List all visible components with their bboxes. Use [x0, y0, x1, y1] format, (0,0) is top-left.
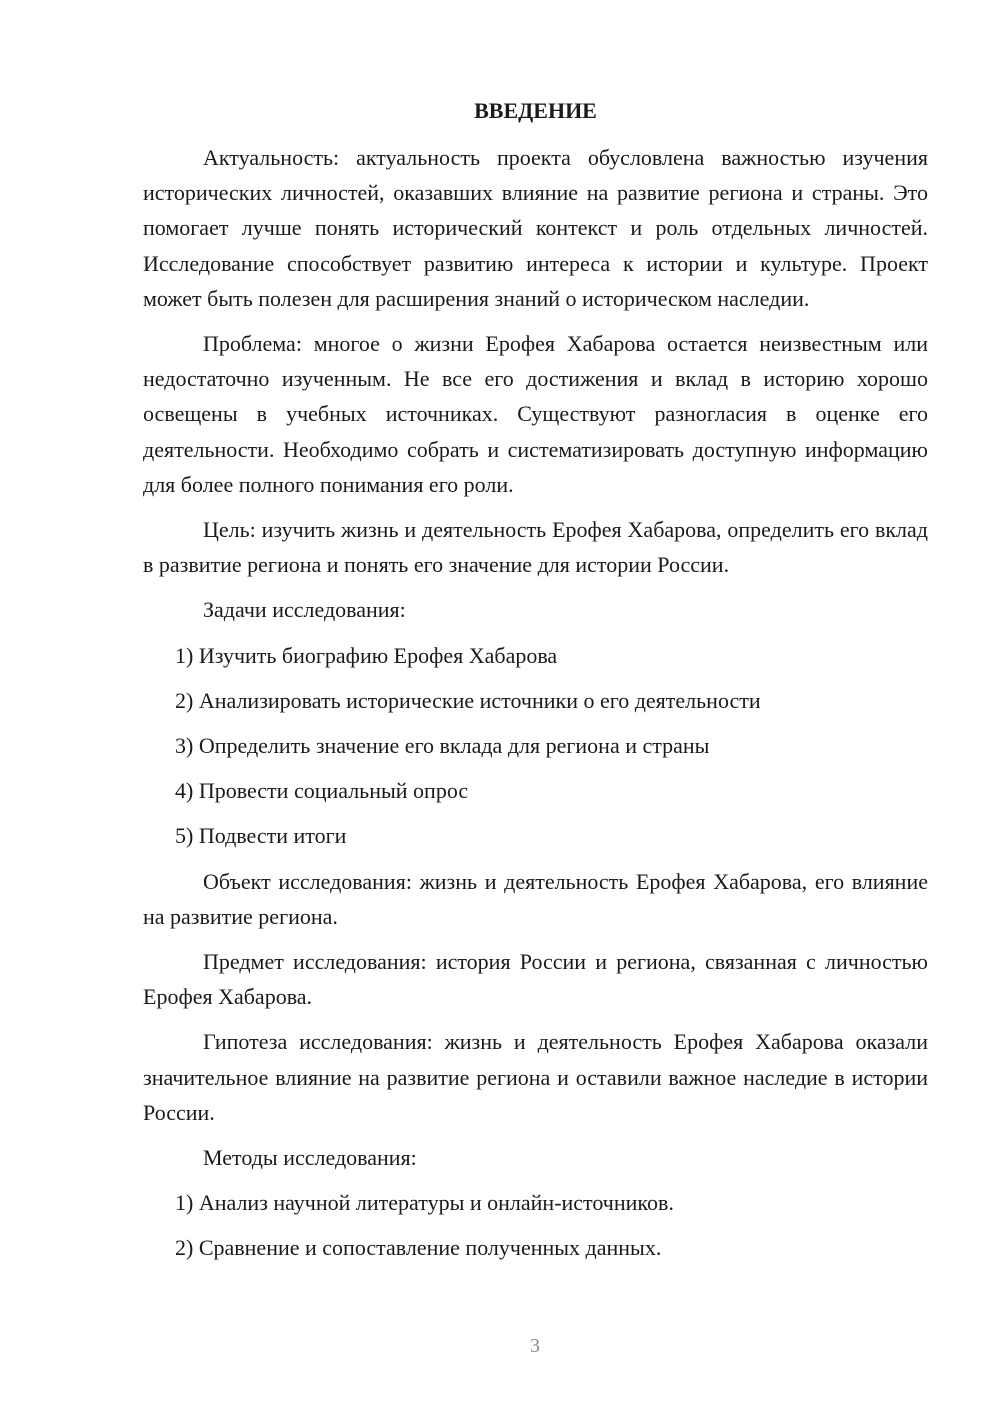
list-item: 2) Анализировать исторические источники о его деятельности [175, 687, 761, 713]
list-item: 4) Провести социальный опрос [175, 778, 469, 804]
list-item: 5) Подвести итоги [175, 823, 347, 849]
list-item: 1) Анализ научной литературы и онлайн-источников. [175, 1190, 674, 1216]
list-item: 3) Определить значение его вклада для региона и страны [175, 733, 710, 759]
methods-title: Методы исследования: [203, 1145, 417, 1171]
relevance-paragraph: Актуальность: актуальность проекта обусловлена важностью изучения исторических личностей, оказавших влияние на развитие региона и страны. Это помогает лучше понять исторический контекст и роль отдельных личностей. Исследование способствует развитию интереса к истории и культуре. Проект может быть полезен для расширения знаний о историческом наследии. [143, 145, 928, 311]
problem-paragraph: Проблема: многое о жизни Ерофея Хабарова остается неизвестным или недостаточно изученным. Не все его достижения и вклад в историю хорошо освещены в учебных источниках. Существуют разногласия в оценке его деятельности. Необходимо собрать и систематизировать доступную информацию для более полного понимания его роли. [143, 331, 928, 497]
tasks-list [143, 638, 928, 854]
document-page [143, 94, 928, 1276]
page-number: 3 [530, 1335, 540, 1357]
list-item: 1) Изучить биографию Ерофея Хабарова [175, 642, 558, 668]
tasks-title: Задачи исследования: [203, 597, 406, 623]
object-paragraph: Объект исследования: жизнь и деятельность Ерофея Хабарова, его влияние на развитие региона. [143, 868, 928, 929]
methods-list [143, 1185, 928, 1265]
hypothesis-paragraph: Гипотеза исследования: жизнь и деятельность Ерофея Хабарова оказали значительное влияние на развитие региона и оставили важное наследие в истории России. [143, 1029, 928, 1125]
subject-paragraph: Предмет исследования: история России и региона, связанная с личностью Ерофея Хабарова. [143, 949, 928, 1010]
goal-paragraph: Цель: изучить жизнь и деятельность Ерофея Хабарова, определить его вклад в развитие региона и понять его значение для истории России. [143, 517, 928, 578]
list-item: 2) Сравнение и сопоставление полученных данных. [175, 1235, 662, 1261]
section-heading: ВВЕДЕНИЕ [474, 98, 597, 123]
